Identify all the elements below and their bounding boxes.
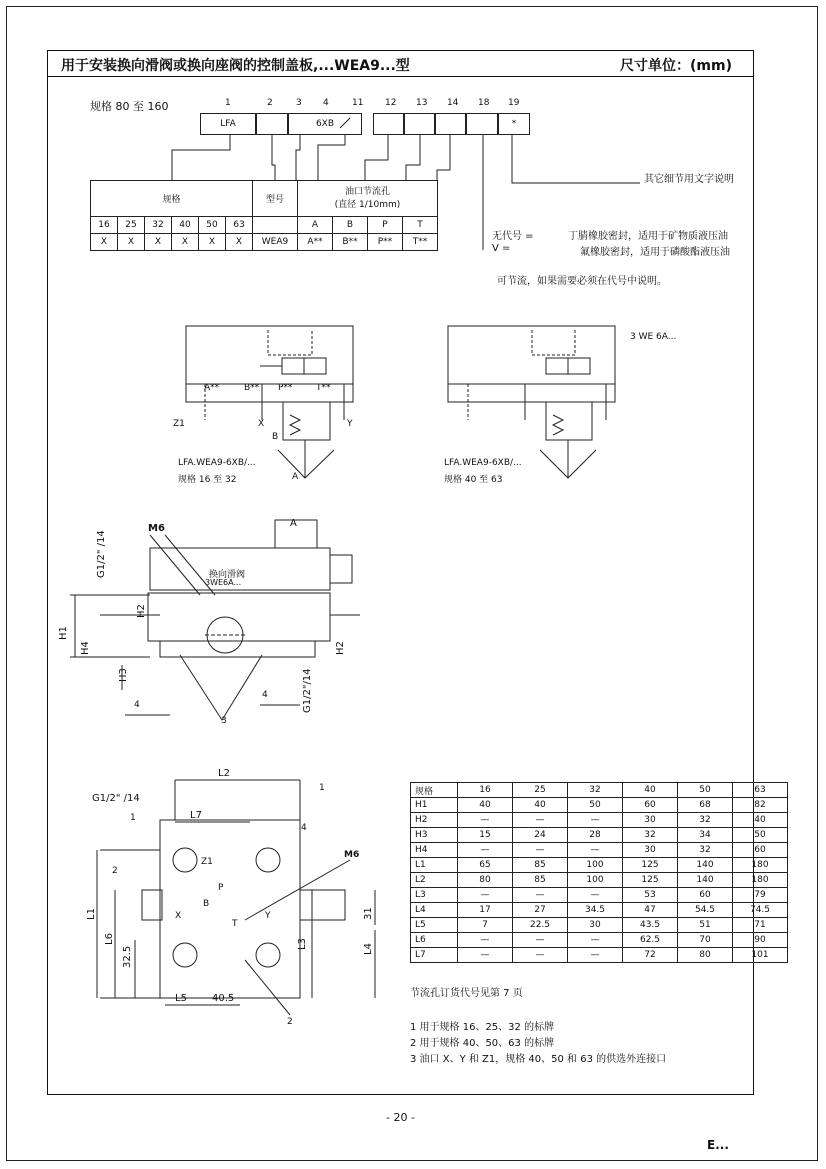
table-cell: 180 [733,858,788,873]
table-cell: 40 [733,813,788,828]
table-cell: 180 [733,873,788,888]
table-cell: 43.5 [623,918,678,933]
page-title: 用于安装换向滑阀或换向座阀的控制盖板,...WEA9...型 [61,58,410,74]
brand-mark: E... [707,1138,729,1152]
l6-label: L6 [104,933,115,945]
table-cell: 50 [568,798,623,813]
table-cell: 54.5 [678,903,733,918]
type-header: 型号 [253,181,298,217]
table-cell: — [568,813,623,828]
table-cell: 125 [623,873,678,888]
row-label-cell: L3 [411,888,458,903]
table-cell: — [458,813,513,828]
table-header-cell: 50 [678,783,733,798]
plan-p: P [218,883,224,893]
table-cell: 62.5 [623,933,678,948]
table-cell: 32 [623,828,678,843]
port-b-label: B [272,432,279,442]
table-note: 节流孔订货代号见第 7 页 [410,988,523,999]
table-cell: 70 [678,933,733,948]
valve-name: 换向滑阀 [209,570,246,580]
table-cell: 140 [678,873,733,888]
port-cell: B [333,217,368,234]
row-label-cell: H2 [411,813,458,828]
port-p2-label: P** [278,383,293,393]
left-schematic-size: 规格 16 至 32 [178,475,237,485]
item-1-left: 1 [130,813,136,823]
seal-v-desc: 氟橡胶密封，适用于磷酸酯液压油 [580,247,730,258]
plan-y: Y [265,911,271,921]
table-cell: 34 [678,828,733,843]
ordering-leaders [172,118,640,250]
row-label-cell: H3 [411,828,458,843]
g-bottom-label: G1/2"/14 [302,668,313,713]
port-b2-label: B** [244,383,260,393]
l5-label: L5 [175,993,187,1004]
throttle-note: 可节流，如果需要必须在代号中说明。 [497,276,667,287]
seal-v-code: V = [492,243,511,254]
position-number: 1 [225,98,231,108]
dim-4-right: 4 [262,690,268,700]
page-number: - 20 - [386,1111,415,1124]
port-value: A** [298,234,333,251]
size-cell: 16 [91,217,118,234]
table-cell: 72 [623,948,678,963]
table-cell: — [568,888,623,903]
mark-cell: X [226,234,253,251]
size-range-label: 规格 80 至 160 [90,100,169,113]
port-header-title: 油口节流孔 [344,186,390,197]
table-cell: 90 [733,933,788,948]
l3-label: L3 [297,938,308,950]
port-a-label: A [292,472,299,482]
seal-none-desc: 丁腈橡胶密封，适用于矿物质液压油 [568,231,728,242]
table-cell: — [513,843,568,858]
table-header-cell: 32 [568,783,623,798]
position-number: 3 [296,98,302,108]
table-cell: 7 [458,918,513,933]
row-label-cell: L7 [411,948,458,963]
right-schematic [448,326,615,478]
position-number: 19 [508,98,520,108]
table-cell: — [568,948,623,963]
side-view-drawing [70,520,360,720]
mark-cell: X [118,234,145,251]
port-cell: P [368,217,403,234]
position-number: 18 [478,98,490,108]
table-cell: 28 [568,828,623,843]
table-cell: 40 [513,798,568,813]
size-header: 规格 [91,181,253,217]
table-cell: 85 [513,858,568,873]
plan-b: B [203,899,210,909]
port-a2-label: A** [204,383,220,393]
row-label-cell: L1 [411,858,458,873]
table-cell: 53 [623,888,678,903]
position-number: 2 [267,98,273,108]
h2-label: H2 [136,604,147,618]
table-cell: 80 [678,948,733,963]
table-cell: — [513,888,568,903]
table-cell: 22.5 [513,918,568,933]
item-1-top: 1 [319,783,325,793]
d405-label: 40.5 [212,993,235,1004]
position-number: 11 [352,98,364,108]
code-box-6xb: 6XB [288,113,362,135]
table-cell: 71 [733,918,788,933]
row-label-cell: L2 [411,873,458,888]
table-cell: 79 [733,888,788,903]
table-cell: 30 [623,843,678,858]
table-cell: 51 [678,918,733,933]
right-valve-code: 3 WE 6A... [630,332,677,342]
size-cell: 40 [172,217,199,234]
row-label-cell: L4 [411,903,458,918]
mark-cell: X [145,234,172,251]
port-cell: T [403,217,438,234]
mark-cell: X [91,234,118,251]
table-cell: — [568,933,623,948]
position-number: 13 [416,98,428,108]
code-box-star: * [498,113,530,135]
table-cell: 40 [458,798,513,813]
table-cell: 47 [623,903,678,918]
size-cell: 50 [199,217,226,234]
right-schematic-size: 规格 40 至 63 [444,475,503,485]
port-header-sub: (直径 1/10mm) [334,199,401,210]
table-header-cell: 63 [733,783,788,798]
type-value: WEA9 [253,234,298,251]
left-schematic-model: LFA.WEA9-6XB/... [178,458,256,468]
table-cell: 30 [623,813,678,828]
plan-x: X [175,911,182,921]
table-cell: 65 [458,858,513,873]
g-plan-label: G1/2" /14 [92,793,140,804]
h3-label: H3 [118,668,129,682]
left-schematic [186,326,353,478]
table-cell: 80 [458,873,513,888]
dim-4-left: 4 [134,700,140,710]
table-cell: 60 [623,798,678,813]
row-label-cell: H1 [411,798,458,813]
item-2-bottom: 2 [287,1017,293,1027]
port-x-label: X [258,419,265,429]
size-cell: 32 [145,217,172,234]
table-cell: 85 [513,873,568,888]
m6-label: M6 [148,523,165,534]
note-3: 3 油口 X、Y 和 Z1，规格 40、50 和 63 的供选外连接口 [410,1054,667,1065]
table-cell: 15 [458,828,513,843]
note-2: 2 用于规格 40、50、63 的标牌 [410,1038,555,1049]
port-value: B** [333,234,368,251]
mark-cell: X [199,234,226,251]
mark-cell: X [172,234,199,251]
table-cell: 34.5 [568,903,623,918]
right-schematic-model: LFA.WEA9-6XB/... [444,458,522,468]
table-cell: — [513,948,568,963]
row-label-cell: L5 [411,918,458,933]
position-number: 14 [447,98,459,108]
size-cell: 63 [226,217,253,234]
row-label-cell: L6 [411,933,458,948]
table-cell: 24 [513,828,568,843]
port-value: T** [403,234,438,251]
port-z1-label: Z1 [173,419,185,429]
table-cell: 140 [678,858,733,873]
table-cell: 68 [678,798,733,813]
table-cell: — [568,843,623,858]
table-cell: — [513,933,568,948]
table-cell: 30 [568,918,623,933]
table-cell: 27 [513,903,568,918]
table-cell: 82 [733,798,788,813]
h4-label: H4 [80,641,91,655]
table-cell: — [458,948,513,963]
unit-label: 尺寸单位：(mm) [620,58,732,74]
table-cell: 32 [678,813,733,828]
table-cell: 74.5 [733,903,788,918]
port-value: P** [368,234,403,251]
table-cell: 101 [733,948,788,963]
h1-label: H1 [58,626,69,640]
table-cell: 60 [733,843,788,858]
table-cell: 100 [568,873,623,888]
plan-t: T [232,919,238,929]
position-number: 4 [323,98,329,108]
table-header-cell: 规格 [411,783,458,798]
position-number: 12 [385,98,397,108]
l1-label: L1 [86,908,97,920]
table-cell: 32 [678,843,733,858]
l2-label: L2 [218,768,230,779]
table-header-cell: 25 [513,783,568,798]
l7-label: L7 [190,810,202,821]
port-y-label: Y [347,419,353,429]
table-header-cell: 16 [458,783,513,798]
g-top-label: G1/2" /14 [96,530,107,578]
m6-plan-label: M6 [344,850,360,860]
dim-4-plan: 4 [301,823,307,833]
note-1: 1 用于规格 16、25、32 的标牌 [410,1022,555,1033]
item-3-label: 3 [221,716,227,726]
h2-right-label: H2 [335,641,346,655]
table-header-cell: 40 [623,783,678,798]
port-t2-label: T** [316,383,331,393]
plan-z1: Z1 [201,857,213,867]
port-cell: A [298,217,333,234]
d325-label: 32.5 [122,945,133,968]
seal-none-code: 无代号 = [492,231,534,242]
size-cell: 25 [118,217,145,234]
table-cell: 17 [458,903,513,918]
table-cell: — [458,933,513,948]
other-details-text: 其它细节用文字说明 [644,174,734,185]
code-box-lfa: LFA [200,113,256,135]
l4-label: L4 [363,943,374,955]
table-cell: 60 [678,888,733,903]
plan-view-drawing [97,780,375,1015]
table-cell: 125 [623,858,678,873]
valve-code: 3WE6A... [205,578,242,587]
table-cell: 100 [568,858,623,873]
d31-label: 31 [363,907,374,920]
table-cell: — [513,813,568,828]
item-2-left: 2 [112,866,118,876]
table-cell: 50 [733,828,788,843]
row-label-cell: H4 [411,843,458,858]
side-a-label: A [290,518,297,529]
table-cell: — [458,888,513,903]
table-cell: — [458,843,513,858]
